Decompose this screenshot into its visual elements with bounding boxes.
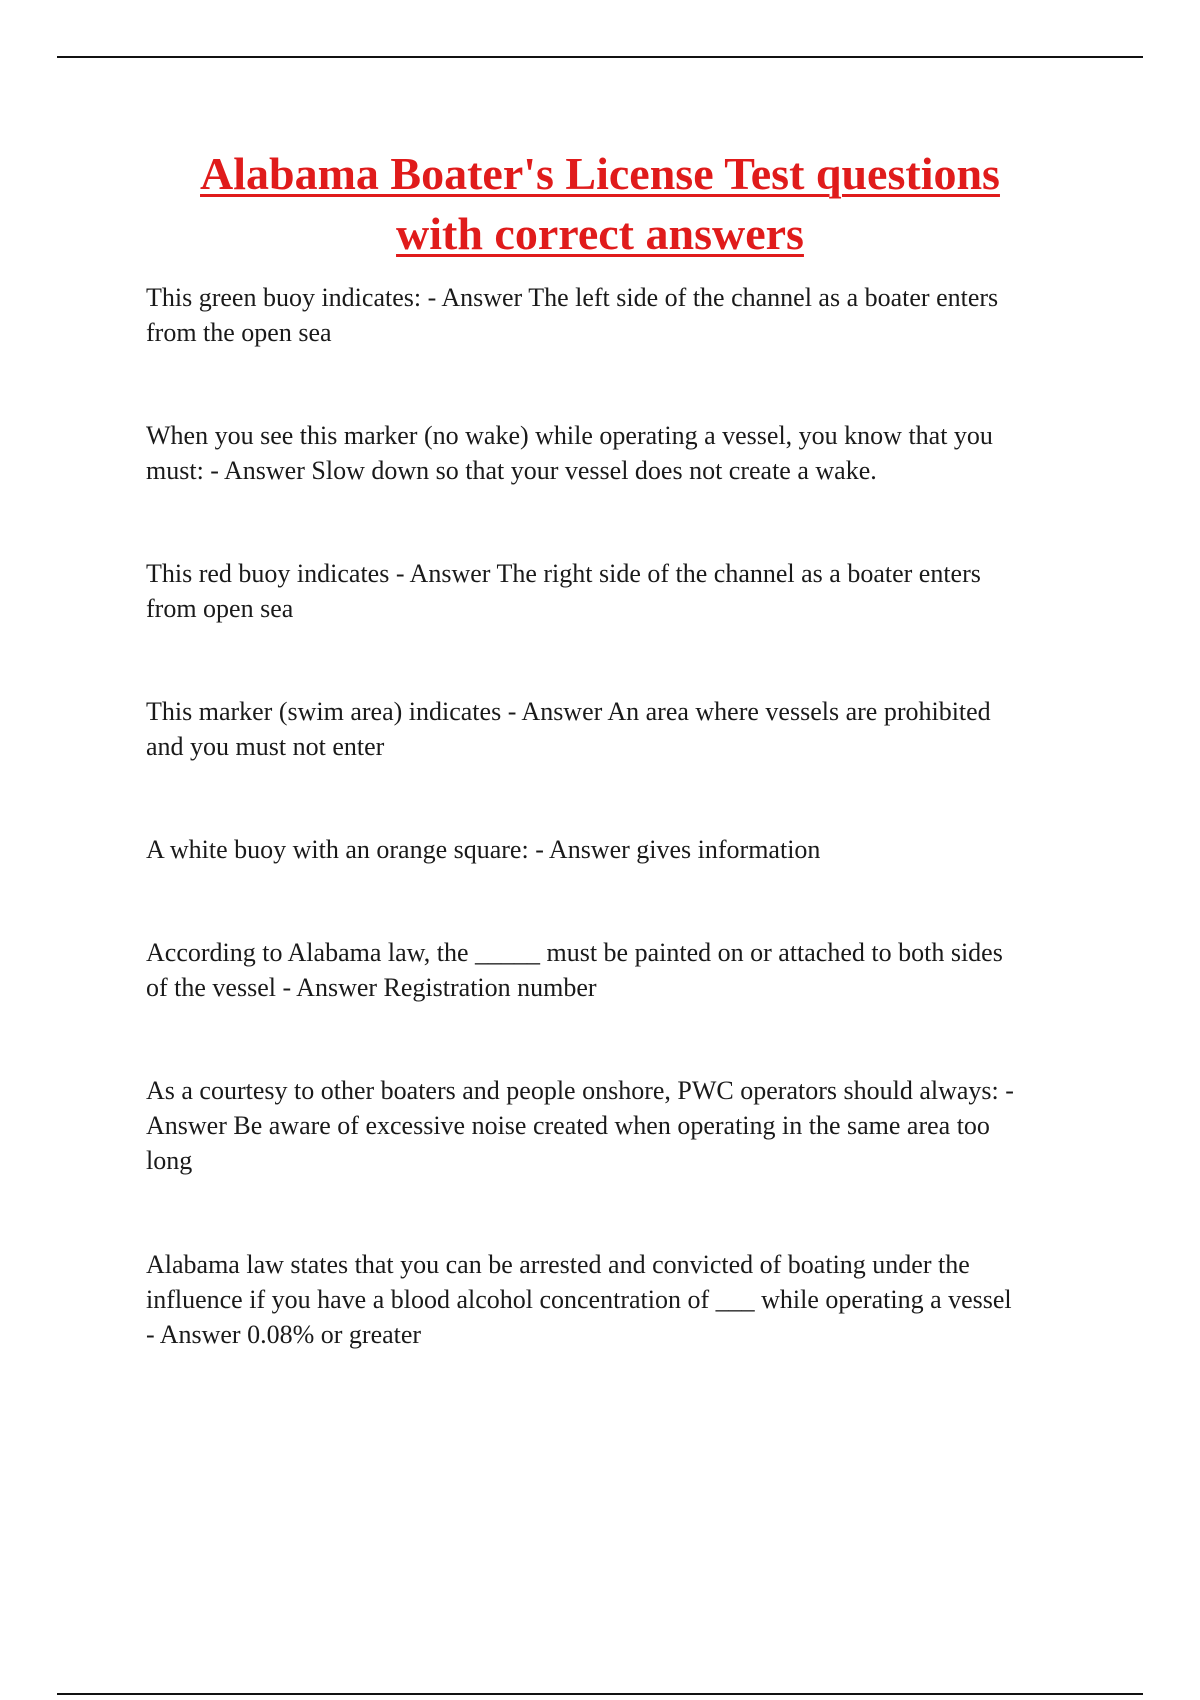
bottom-rule [57,1693,1143,1695]
qa-item-2: When you see this marker (no wake) while operating a vessel, you know that you must: - Answer Slow down so that your vessel does not create a wake. [146,421,993,485]
qa-item-8: Alabama law states that you can be arrested and convicted of boating under the influence if you have a blood alcohol concentration of ___ while operating a vessel - Answer 0.08% or greater [146,1250,1012,1349]
qa-item-4: This marker (swim area) indicates - Answer An area where vessels are prohibited and you must not enter [146,697,991,761]
document-title: Alabama Boater's License Test questions with correct answers [200,148,1000,259]
qa-item-1: This green buoy indicates: - Answer The left side of the channel as a boater enters from the open sea [146,283,999,347]
qa-item-5: A white buoy with an orange square: - Answer gives information [146,835,821,864]
qa-item-3: This red buoy indicates - Answer The right side of the channel as a boater enters from open sea [146,559,981,623]
qa-item-6: According to Alabama law, the _____ must be painted on or attached to both sides of the vessel - Answer Registration number [146,938,1003,1002]
qa-item-7: As a courtesy to other boaters and people onshore, PWC operators should always: - Answer Be aware of excessive noise created when operating in the same area too long [146,1076,1014,1175]
